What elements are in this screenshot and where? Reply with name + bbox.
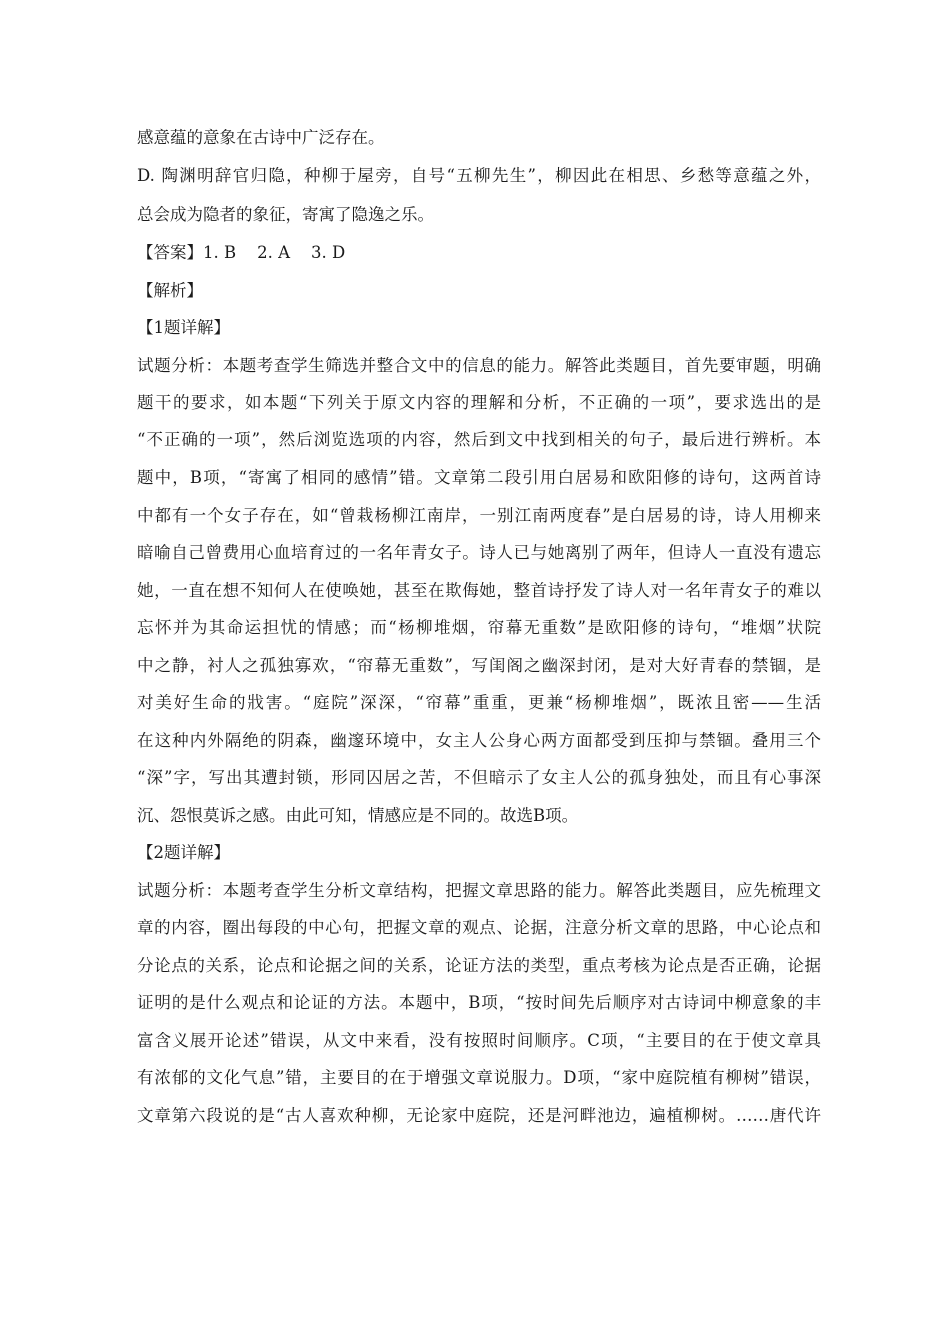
text-line: 感意蕴的意象在古诗中广泛存在。 [137, 128, 385, 147]
text-line: 暗喻自己曾费用心血培育过的一名年青女子。诗人已与她离别了两年，但诗人一直没有遗忘 [137, 543, 821, 562]
text-line: 有浓郁的文化气息”错，主要目的在于增强文章说服力。D项，“家中庭院植有柳树”错误， [137, 1068, 821, 1087]
text-line: “不正确的一项”，然后浏览选项的内容，然后到文中找到相关的句子，最后进行辨析。本 [137, 430, 821, 449]
q1-heading: 【1题详解】 [137, 318, 230, 337]
option-d-line: D. 陶渊明辞官归隐，种柳于屋旁，自号“五柳先生”，柳因此在相思、乡愁等意蕴之外， [137, 166, 821, 185]
text-line: 沉、怨恨莫诉之感。由此可知，情感应是不同的。故选B项。 [137, 806, 579, 825]
text-line: 证明的是什么观点和论证的方法。本题中，B项，“按时间先后顺序对古诗词中柳意象的丰 [137, 993, 821, 1012]
text-line: 章的内容，圈出每段的中心句，把握文章的观点、论据，注意分析文章的思路，中心论点和 [137, 918, 821, 937]
text-line: 她，一直在想不知何人在使唤她，甚至在欺侮她，整首诗抒发了诗人对一名年青女子的难以 [137, 581, 821, 600]
text-line: 中都有一个女子存在，如“曾栽杨柳江南岸，一别江南两度春”是白居易的诗，诗人用柳来 [137, 506, 821, 525]
text-line: 中之静，衬人之孤独寡欢，“帘幕无重数”，写闺阁之幽深封闭，是对大好青春的禁锢，是 [137, 656, 821, 675]
analysis-heading: 【解析】 [137, 281, 203, 300]
q2-heading: 【2题详解】 [137, 843, 230, 862]
text-line: 富含义展开论述”错误，从文中来看，没有按照时间顺序。C项，“主要目的在于使文章具 [137, 1031, 821, 1050]
text-line: 题中，B项，“寄寓了相同的感情”错。文章第二段引用白居易和欧阳修的诗句，这两首诗 [137, 468, 821, 487]
text-line: 文章第六段说的是“古人喜欢种柳，无论家中庭院，还是河畔池边，遍植柳树。……唐代许 [137, 1106, 821, 1125]
text-line: 总会成为隐者的象征，寄寓了隐逸之乐。 [137, 205, 434, 224]
answer-line: 【答案】1. B 2. A 3. D [137, 243, 346, 262]
text-line: 试题分析：本题考查学生分析文章结构，把握文章思路的能力。解答此类题目，应先梳理文 [137, 881, 821, 900]
text-line: 试题分析：本题考查学生筛选并整合文中的信息的能力。解答此类题目，首先要审题，明确 [137, 356, 821, 375]
text-line: 题干的要求，如本题“下列关于原文内容的理解和分析，不正确的一项”，要求选出的是 [137, 393, 821, 412]
text-line: 在这种内外隔绝的阴森，幽邃环境中，女主人公身心两方面都受到压抑与禁锢。叠用三个 [137, 731, 821, 750]
text-line: “深”字，写出其遭封锁，形同囚居之苦，不但暗示了女主人公的孤身独处，而且有心事深 [137, 768, 821, 787]
text-line: 对美好生命的戕害。“庭院”深深，“帘幕”重重，更兼“杨柳堆烟”，既浓且密——生活 [137, 693, 821, 712]
text-line: 分论点的关系，论点和论据之间的关系，论证方法的类型，重点考核为论点是否正确，论据 [137, 956, 821, 975]
text-line: 忘怀并为其命运担忧的情感；而“杨柳堆烟，帘幕无重数”是欧阳修的诗句，“堆烟”状院 [137, 618, 821, 637]
